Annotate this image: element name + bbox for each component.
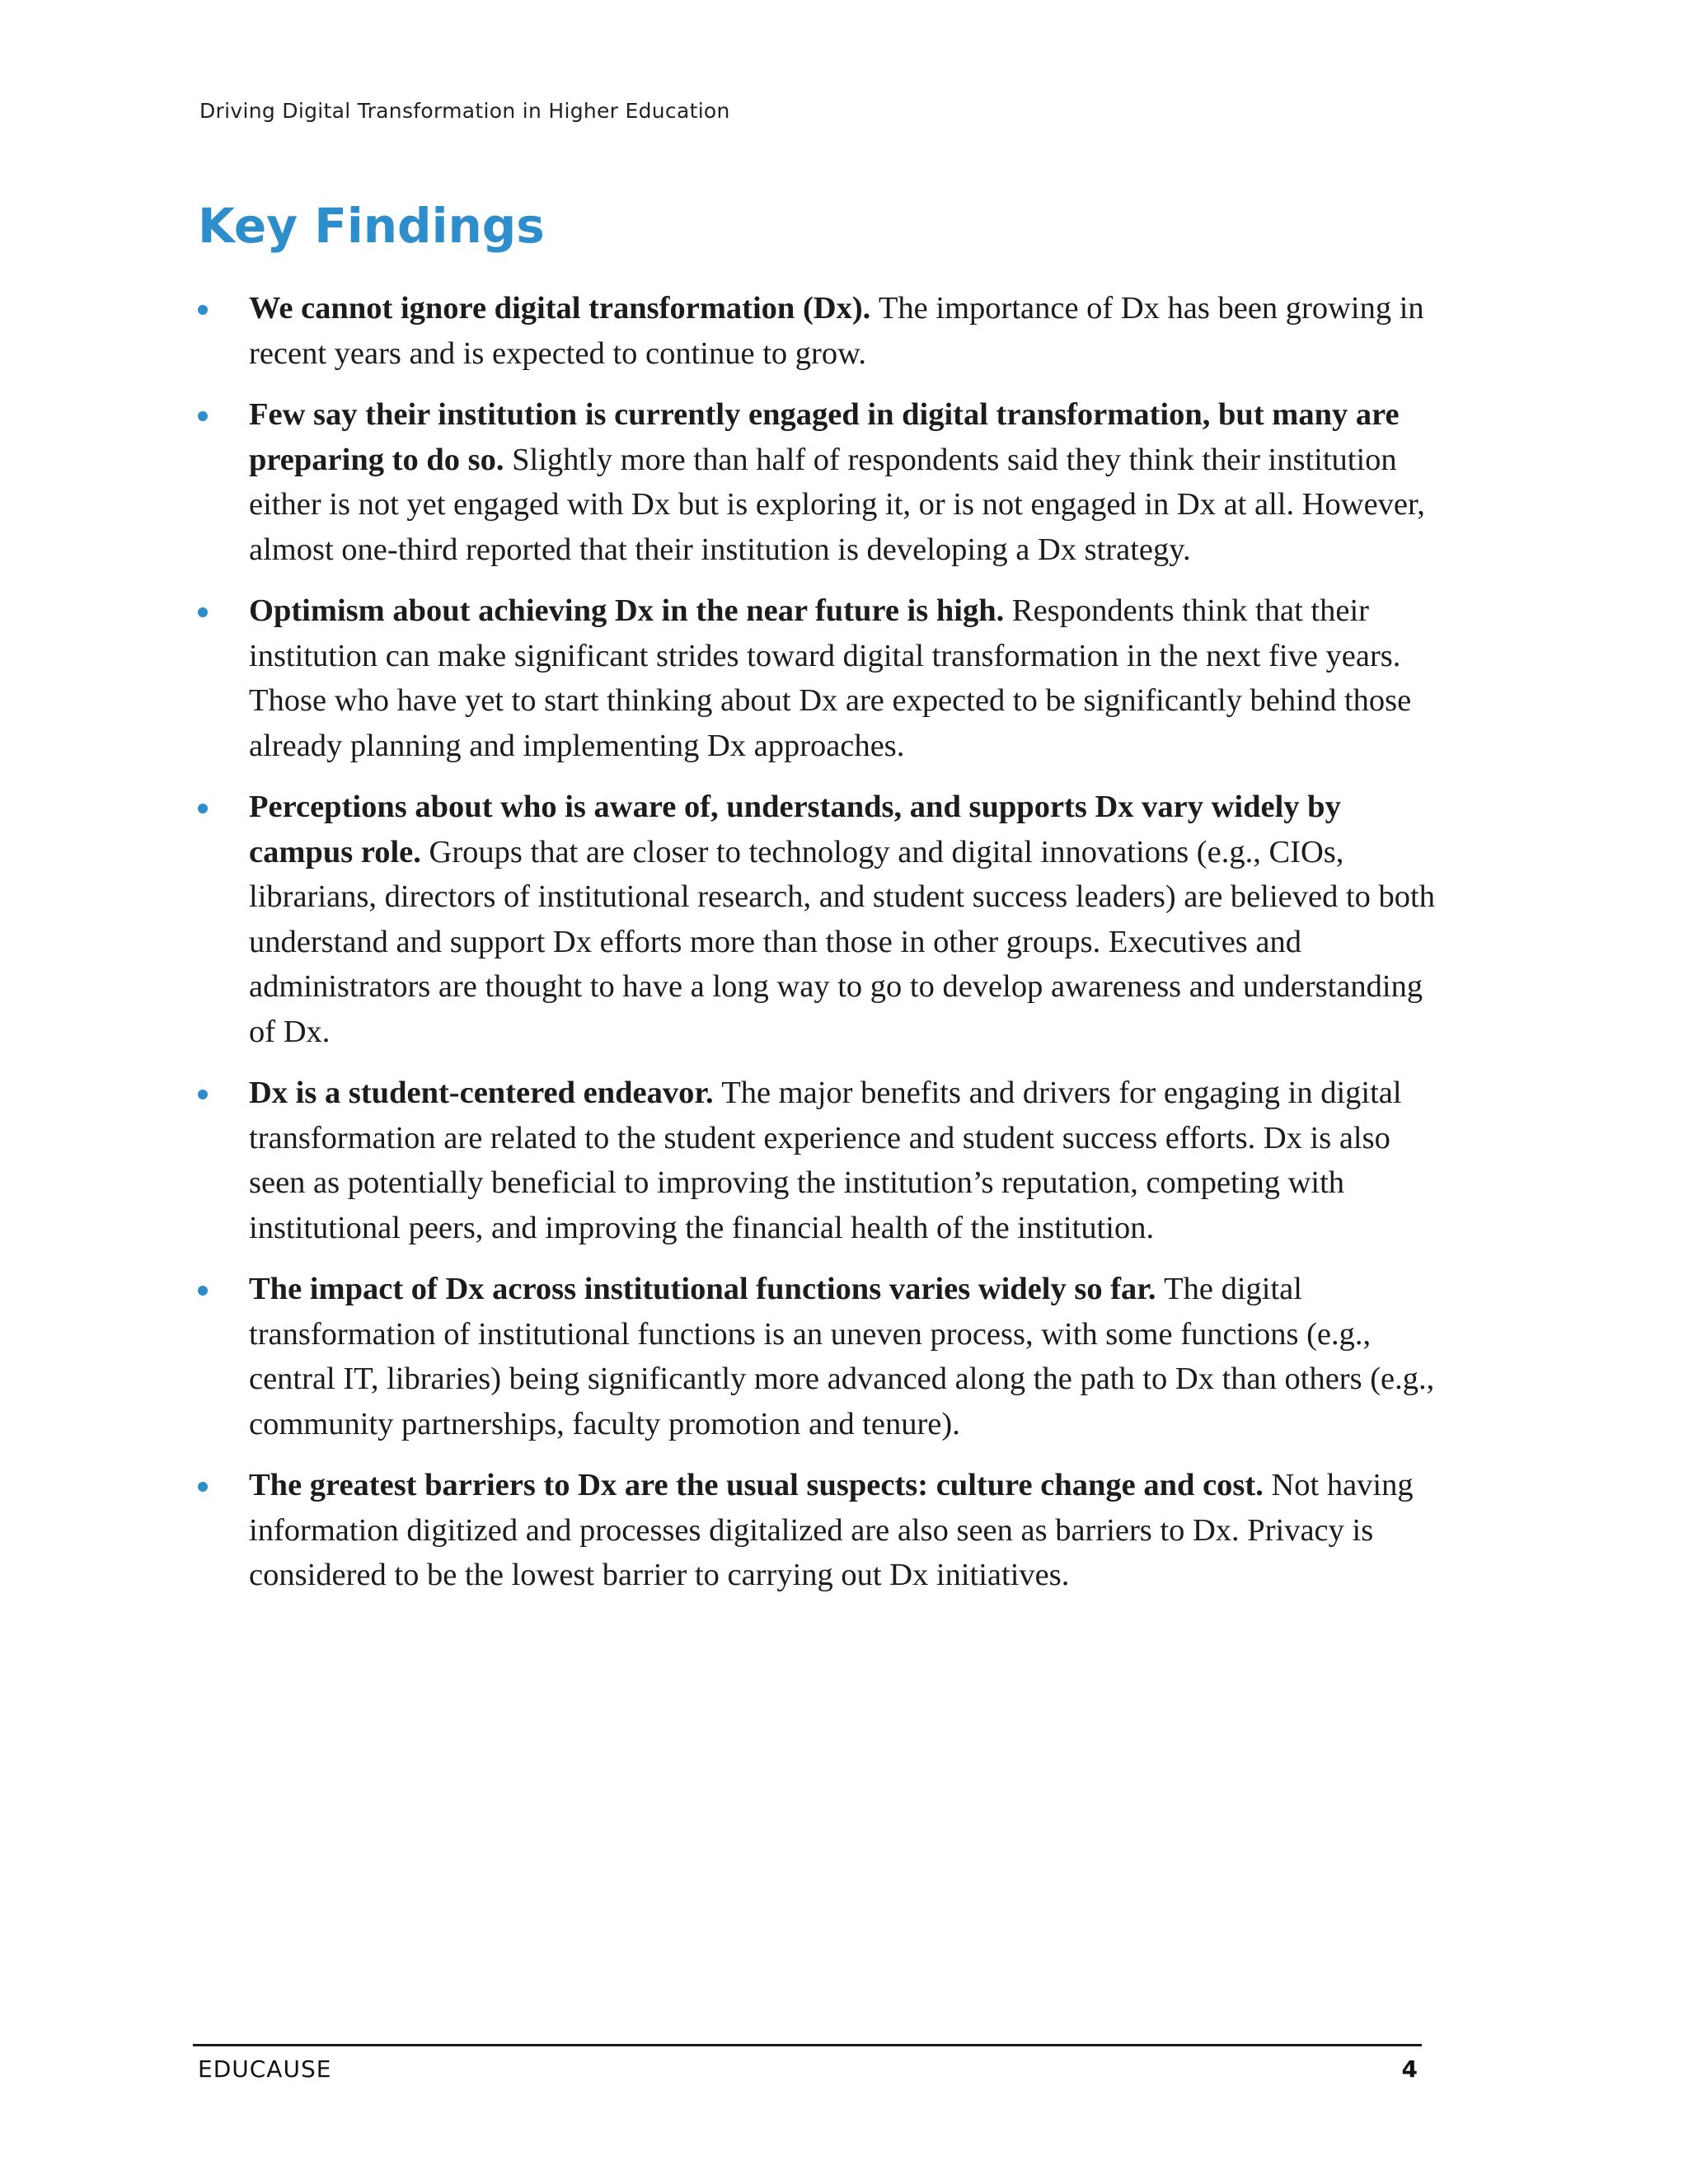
finding-text: The major benefits and drivers for engaging in digital transformation are related to the student experience and student success efforts. Dx is also seen as potentially beneficial to improving the institution’s reputation, competing with institutional peers, and improving the financial health of the institution. <box>249 1076 1402 1245</box>
bullet-icon <box>198 411 208 421</box>
running-header: Driving Digital Transformation in Higher Education <box>199 99 730 123</box>
finding-lead: The greatest barriers to Dx are the usual suspects: culture change and cost. <box>249 1468 1272 1502</box>
finding-item <box>198 286 1438 376</box>
finding-lead: Few say their institution is currently engaged in digital transformation, but many are preparing to do so. <box>249 397 1400 477</box>
finding-item <box>198 1071 1438 1250</box>
footer-divider <box>193 2044 1422 2046</box>
finding-item <box>198 1267 1438 1446</box>
section-title: Key Findings <box>198 198 545 254</box>
finding-item <box>198 588 1438 768</box>
bullet-icon <box>198 1090 208 1099</box>
finding-lead: We cannot ignore digital transformation (Dx). <box>249 291 879 326</box>
footer-organization: EDUCAUSE <box>198 2055 332 2083</box>
finding-lead: The impact of Dx across institutional functions varies widely so far. <box>249 1272 1165 1306</box>
finding-lead: Dx is a student-centered endeavor. <box>249 1076 722 1110</box>
bullet-icon <box>198 607 208 617</box>
finding-item <box>198 392 1438 572</box>
page-number: 4 <box>1401 2055 1418 2083</box>
finding-text: The digital transformation of institutional functions is an uneven process, with some functions (e.g., central IT, libraries) being significantly more advanced along the path to Dx than others (e.g., community partnerships, faculty promotion and tenure). <box>249 1272 1435 1441</box>
finding-text: Not having information digitized and processes digitalized are also seen as barriers to Dx. Privacy is considered to be the lowest barrier to carrying out Dx initiatives. <box>249 1468 1414 1592</box>
bullet-icon <box>198 305 208 315</box>
bullet-icon <box>198 1482 208 1492</box>
finding-text: Slightly more than half of respondents said they think their institution either is not yet engaged with Dx but is exploring it, or is not engaged in Dx at all. However, almost one-third reported that their institution is developing a Dx strategy. <box>249 442 1425 567</box>
finding-item <box>198 785 1438 1054</box>
finding-item <box>198 1463 1438 1598</box>
bullet-icon <box>198 1286 208 1296</box>
key-findings-list <box>198 286 1438 1615</box>
finding-text: The importance of Dx has been growing in recent years and is expected to continue to grow. <box>249 291 1424 371</box>
finding-lead: Optimism about achieving Dx in the near future is high. <box>249 593 1012 628</box>
finding-text: Respondents think that their institution can make significant strides toward digital transformation in the next five years. Those who have yet to start thinking about Dx are expected to be significantly behind those already planning and implementing Dx approaches. <box>249 593 1412 763</box>
finding-text: Groups that are closer to technology and digital innovations (e.g., CIOs, librarians, directors of institutional research, and student success leaders) are believed to both understand and support Dx efforts more than those in other groups. Executives and administrators are thought to have a long way to go to develop awareness and understanding of Dx. <box>249 834 1435 1049</box>
bullet-icon <box>198 804 208 813</box>
finding-lead: Perceptions about who is aware of, understands, and supports Dx vary widely by campus role. <box>249 790 1341 869</box>
